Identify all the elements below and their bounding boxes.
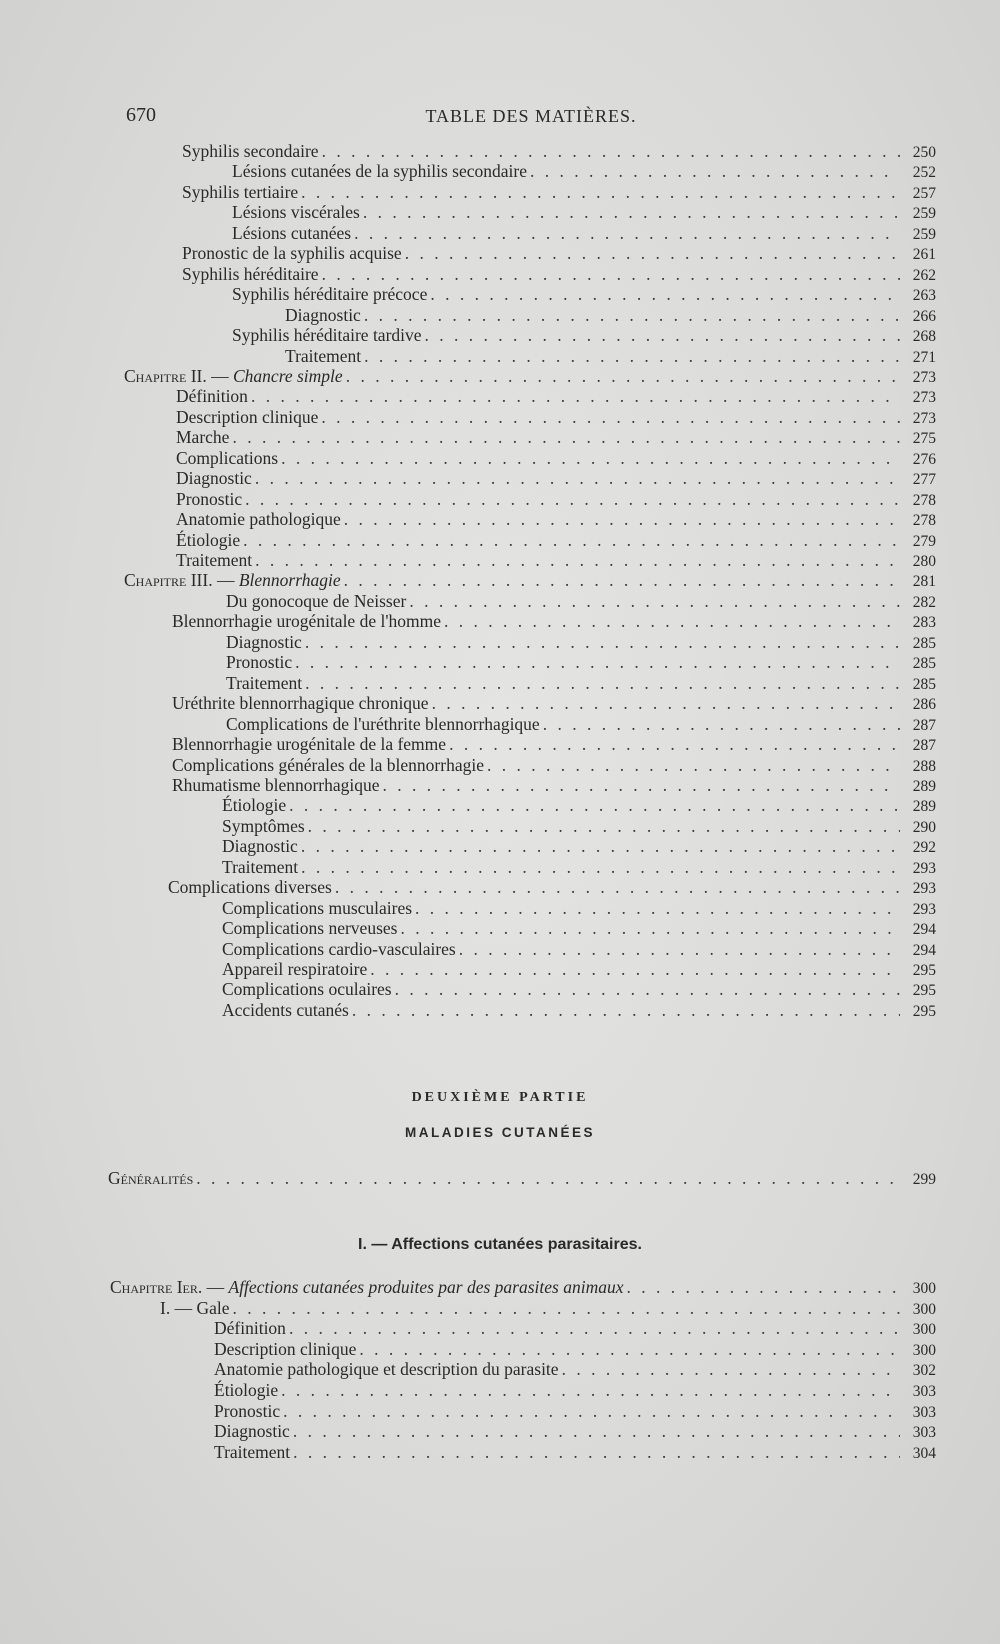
toc-entry-label: Description clinique <box>176 406 319 427</box>
toc-entry-label: Étiologie <box>214 1380 279 1400</box>
toc-entry-label: Du gonocoque de Neisser <box>226 590 407 611</box>
toc-page-number: 263 <box>912 287 936 305</box>
toc-entry-label: Accidents cutanés <box>222 999 349 1020</box>
toc-entry-label: Pronostic de la syphilis acquise <box>182 243 402 264</box>
toc-entry <box>285 304 936 326</box>
toc-page-number: 273 <box>912 389 936 407</box>
toc-page-number: 289 <box>912 777 936 795</box>
toc-page-number: 271 <box>912 348 936 366</box>
toc-page-number: 281 <box>912 573 936 591</box>
dot-leader <box>295 651 900 673</box>
toc-page-number: 268 <box>912 328 936 346</box>
toc-entry-label: Pronostic <box>226 652 293 673</box>
toc-entry <box>124 569 936 591</box>
toc-entry <box>222 958 936 980</box>
dot-leader <box>415 897 900 919</box>
toc-page-number: 280 <box>912 553 936 570</box>
toc-page-number: 295 <box>912 982 936 1000</box>
page-header <box>126 104 936 134</box>
toc-entry <box>182 263 936 285</box>
dot-leader <box>405 242 900 264</box>
dot-leader <box>352 999 900 1021</box>
toc-entry <box>176 488 936 510</box>
dot-leader <box>425 324 900 346</box>
toc-entry <box>226 713 936 735</box>
toc-entry <box>176 508 936 530</box>
toc-entry <box>176 447 936 469</box>
toc-page-number: 278 <box>912 491 936 509</box>
toc-entry <box>222 815 936 837</box>
toc-entry <box>160 1297 936 1319</box>
dot-leader <box>255 467 900 489</box>
section-title: I. — Affections cutanées parasitaires. <box>358 1236 642 1253</box>
toc-entry <box>232 160 936 182</box>
toc-page-number: 277 <box>912 471 936 489</box>
dot-leader <box>449 733 900 755</box>
toc-page-number: 300 <box>912 1280 936 1297</box>
toc-page-number: 293 <box>912 900 936 918</box>
toc-entry <box>214 1400 936 1422</box>
dot-leader <box>627 1276 901 1298</box>
toc-entry-label: Appareil respiratoire <box>222 959 368 979</box>
toc-entry-label: Étiologie <box>176 529 241 550</box>
toc-page-number: 292 <box>912 839 936 857</box>
toc-page-number: 302 <box>912 1362 936 1380</box>
toc-entry-label: Complications de l'uréthrite blennorrhagique <box>226 713 540 734</box>
toc-entry-label: Syphilis héréditaire tardive <box>232 325 422 346</box>
toc-page-number: 290 <box>912 818 936 836</box>
toc-entry <box>222 897 936 919</box>
toc-page-number: 282 <box>912 593 936 611</box>
toc-entry-label: Complications diverses <box>168 877 332 898</box>
toc-entry <box>124 365 936 387</box>
toc-entry <box>176 467 936 489</box>
toc-entry-label: Pronostic <box>214 1400 281 1421</box>
dot-leader <box>335 876 900 898</box>
dot-leader <box>530 160 900 182</box>
toc-entry <box>172 754 936 776</box>
dot-leader <box>459 938 900 960</box>
toc-entry <box>168 876 936 898</box>
toc-entry-label: Description clinique <box>214 1338 357 1359</box>
dot-leader <box>487 754 900 776</box>
toc-entry-label: Rhumatisme blennorrhagique <box>172 774 380 795</box>
toc-page-number: 287 <box>912 716 936 734</box>
toc-entry-label: Lésions cutanées <box>232 222 352 243</box>
toc-page-number: 285 <box>912 675 936 693</box>
dot-leader <box>281 447 900 469</box>
dot-leader <box>289 794 900 816</box>
toc-page-number: 295 <box>912 1002 936 1020</box>
toc-entry-label: Complications musculaires <box>222 897 413 918</box>
dot-leader <box>364 304 900 326</box>
toc-entry <box>176 385 936 407</box>
toc-entry-label: Traitement <box>285 345 362 366</box>
part-subtitle: MALADIES CUTANÉES <box>404 1125 595 1140</box>
toc-entry-label: Complications générales de la blennorrhagie <box>172 754 484 775</box>
toc-entry <box>182 181 936 203</box>
toc-page-number: 259 <box>912 225 936 243</box>
toc-page-number: 275 <box>912 430 936 448</box>
toc-page-number: 299 <box>912 1171 936 1188</box>
toc-entry <box>222 856 936 878</box>
dot-leader <box>301 856 900 878</box>
toc-page-number: 304 <box>912 1444 936 1462</box>
toc-page-number: 250 <box>912 144 936 161</box>
dot-leader <box>293 1420 900 1442</box>
dot-leader <box>359 1338 900 1360</box>
toc-entry-label: Pronostic <box>176 488 243 509</box>
toc-page-number: 300 <box>912 1300 936 1318</box>
page-number: 670 <box>126 104 156 126</box>
toc-entry-label: Blennorrhagie urogénitale de l'homme <box>172 611 441 632</box>
toc-page-number: 289 <box>912 798 936 816</box>
toc-page-number: 278 <box>912 512 936 530</box>
toc-page-number: 287 <box>912 737 936 755</box>
dot-leader <box>562 1358 900 1380</box>
toc-entry <box>222 917 936 939</box>
dot-leader <box>430 283 900 305</box>
toc-entry <box>222 978 936 1000</box>
dot-leader <box>321 406 900 428</box>
dot-leader <box>251 385 900 407</box>
toc-entry-label: Syphilis tertiaire <box>182 181 299 202</box>
toc-entry-label: Diagnostic <box>214 1421 290 1442</box>
toc-entry <box>214 1358 936 1380</box>
toc-entry-label: Lésions viscérales <box>232 202 360 223</box>
toc-page-number: 294 <box>912 941 936 959</box>
toc-entry-label: Anatomie pathologique et description du parasite <box>214 1359 559 1380</box>
dot-leader <box>233 1297 901 1319</box>
toc-entry <box>182 140 936 162</box>
toc-entry <box>226 590 936 612</box>
toc-page-number: 285 <box>912 634 936 652</box>
toc-entry-label <box>110 1276 624 1298</box>
toc-entry <box>232 324 936 346</box>
toc-page-number: 252 <box>912 164 936 182</box>
toc-entry <box>172 610 936 632</box>
toc-page-number: 288 <box>912 757 936 775</box>
toc-page-number: 293 <box>912 859 936 877</box>
toc-entry <box>108 1167 936 1189</box>
dot-leader <box>305 631 900 653</box>
dot-leader <box>255 549 900 571</box>
toc-entry <box>232 283 936 305</box>
dot-leader <box>308 815 900 837</box>
toc-entry <box>110 1276 936 1298</box>
toc-entry-label: Syphilis héréditaire précoce <box>232 284 428 305</box>
toc-entry-label: Diagnostic <box>285 304 361 325</box>
dot-leader <box>409 590 900 612</box>
toc-page-number: 259 <box>912 205 936 223</box>
dot-leader <box>293 1441 900 1463</box>
toc-entry <box>232 201 936 223</box>
dot-leader <box>383 774 900 796</box>
toc-entry-label: Diagnostic <box>176 468 252 489</box>
dot-leader <box>364 345 900 367</box>
toc-entry-label: Traitement <box>214 1441 291 1462</box>
toc-entry-label <box>124 365 343 387</box>
dot-leader <box>322 140 900 162</box>
dot-leader <box>289 1317 900 1339</box>
toc-entry <box>176 529 936 551</box>
chapter-number: Chapitre II. — <box>124 365 233 386</box>
dot-leader <box>301 181 900 203</box>
dot-leader <box>281 1379 900 1401</box>
toc-entry <box>222 938 936 960</box>
toc-entry-label: Définition <box>176 386 248 407</box>
chapter-number: Chapitre III. — <box>124 570 239 591</box>
toc-entry-label: Traitement <box>226 672 303 693</box>
toc-entry-label: Traitement <box>176 550 253 570</box>
toc-entry-label: Étiologie <box>222 795 287 816</box>
toc-entry <box>226 651 936 673</box>
toc-page-number: 303 <box>912 1403 936 1421</box>
toc-entry-label: Syphilis héréditaire <box>182 263 319 284</box>
toc-entry <box>176 406 936 428</box>
toc-entry-label: Traitement <box>222 856 299 877</box>
toc-entry-label: Complications nerveuses <box>222 918 398 939</box>
toc-entry <box>226 631 936 653</box>
toc-page-number: 261 <box>912 246 936 264</box>
dot-leader <box>370 958 900 980</box>
toc-page-number: 303 <box>912 1424 936 1442</box>
dot-leader <box>346 365 900 387</box>
dot-leader <box>363 201 900 223</box>
chapter-title: Chancre simple <box>233 365 343 386</box>
toc-entry-label: I. — Gale <box>160 1297 230 1318</box>
toc-page-number: 283 <box>912 614 936 632</box>
toc-entry-label <box>124 569 341 591</box>
chapter-number: Chapitre Ier. — <box>110 1277 229 1297</box>
toc-page-number: 294 <box>912 921 936 939</box>
toc-entry-label: Uréthrite blennorrhagique chronique <box>172 693 429 714</box>
dot-leader <box>322 263 900 285</box>
dot-leader <box>196 1167 900 1189</box>
toc-page-number: 279 <box>912 532 936 550</box>
toc-entry-label: Symptômes <box>222 815 305 836</box>
toc-entry <box>222 794 936 816</box>
toc-entry <box>226 672 936 694</box>
toc-entry <box>176 426 936 448</box>
toc-page-number: 286 <box>912 696 936 714</box>
toc-entry <box>285 345 936 367</box>
toc-entry-label: Définition <box>214 1318 286 1339</box>
toc-page-number: 303 <box>912 1383 936 1400</box>
toc-entry <box>214 1317 936 1339</box>
chapter-title: Affections cutanées produites par des parasites animaux <box>228 1277 624 1297</box>
toc-entry-label: Diagnostic <box>226 631 302 652</box>
toc-page-number: 293 <box>912 880 936 898</box>
toc-entry-label: Diagnostic <box>222 836 298 857</box>
dot-leader <box>344 508 900 530</box>
dot-leader <box>245 488 900 510</box>
chapter-title: Blennorrhagie <box>238 570 341 591</box>
toc-entry-label: Marche <box>176 427 230 448</box>
toc-entry <box>222 999 936 1021</box>
toc-entry-label: Complications cardio-vasculaires <box>222 938 456 959</box>
toc-entry <box>182 242 936 264</box>
toc-entry-label: Lésions cutanées de la syphilis secondaire <box>232 161 527 182</box>
toc-page-number: 300 <box>912 1341 936 1359</box>
toc-entry <box>214 1441 936 1463</box>
toc-page-number: 262 <box>912 266 936 284</box>
dot-leader <box>283 1400 900 1422</box>
running-title: TABLE DES MATIÈRES. <box>425 106 637 126</box>
toc-entry <box>172 774 936 796</box>
part-title: DEUXIÈME PARTIE <box>411 1090 589 1105</box>
dot-leader <box>232 426 900 448</box>
toc-entry <box>222 835 936 857</box>
toc-entry <box>214 1379 936 1401</box>
toc-page-number: 257 <box>912 184 936 202</box>
dot-leader <box>444 610 900 632</box>
toc-entry-label: Blennorrhagie urogénitale de la femme <box>172 734 447 755</box>
toc-page-number: 295 <box>912 962 936 979</box>
toc-page-number: 276 <box>912 450 936 468</box>
toc-entry-label: Généralités <box>108 1168 194 1188</box>
dot-leader <box>400 917 900 939</box>
toc-entry <box>214 1338 936 1360</box>
dot-leader <box>432 692 900 714</box>
toc-entry-label: Complications <box>176 447 279 468</box>
dot-leader <box>395 978 900 1000</box>
dot-leader <box>354 222 900 244</box>
dot-leader <box>243 529 900 551</box>
toc-entry-label: Complications oculaires <box>222 979 392 1000</box>
dot-leader <box>305 672 900 694</box>
toc-entry-label: Syphilis secondaire <box>182 141 319 161</box>
toc-page-number: 273 <box>912 368 936 386</box>
toc-page-number: 300 <box>912 1321 936 1339</box>
dot-leader <box>543 713 900 735</box>
toc-page-number: 273 <box>912 409 936 427</box>
toc-entry <box>172 692 936 714</box>
dot-leader <box>301 835 900 857</box>
toc-entry <box>172 733 936 755</box>
toc-entry <box>214 1420 936 1442</box>
dot-leader <box>344 569 900 591</box>
toc-page-number: 285 <box>912 655 936 673</box>
toc-entry <box>176 549 936 571</box>
toc-entry-label: Anatomie pathologique <box>176 509 341 530</box>
toc-entry <box>232 222 936 244</box>
toc-page-number: 266 <box>912 307 936 325</box>
